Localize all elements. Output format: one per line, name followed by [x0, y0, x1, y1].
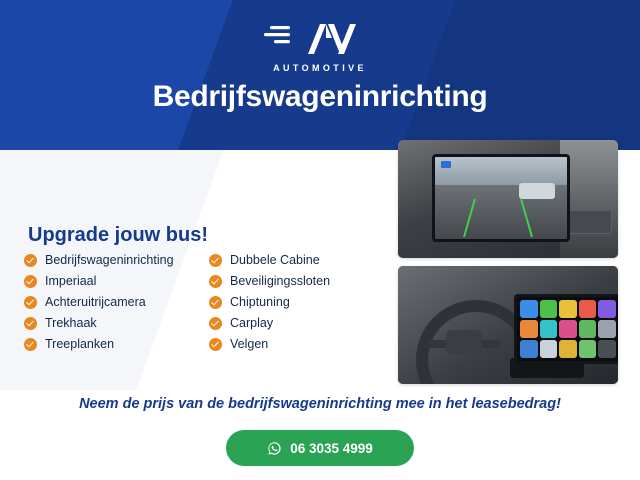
list-item [24, 315, 209, 331]
whatsapp-icon [267, 441, 282, 456]
check-circle-icon [24, 275, 37, 288]
app-tile-icon [520, 320, 538, 338]
app-tile-icon [598, 300, 616, 318]
list-item-label: Bedrijfswageninrichting [45, 253, 174, 267]
feature-column-2 [209, 252, 384, 352]
whatsapp-call-label: 06 3035 4999 [290, 440, 373, 456]
list-item [24, 294, 209, 310]
check-circle-icon [24, 296, 37, 309]
camera-view-sky [435, 157, 567, 185]
app-tile-icon [540, 300, 558, 318]
list-item-label: Trekhaak [45, 316, 97, 330]
camera-view-vehicle [519, 183, 555, 199]
list-item-label: Beveiligingssloten [230, 274, 331, 288]
page-title: Bedrijfswageninrichting [152, 80, 488, 113]
feature-list [24, 252, 384, 352]
app-tile-icon [579, 320, 597, 338]
list-item [209, 336, 384, 352]
dashboard-vent [566, 210, 612, 234]
footer-tagline: Neem de prijs van de bedrijfswageninrichting mee in het leasebedrag! [79, 396, 561, 412]
app-tile-icon [520, 300, 538, 318]
check-circle-icon [24, 338, 37, 351]
list-item-label: Chiptuning [230, 295, 290, 309]
list-item [209, 315, 384, 331]
app-tile-icon [559, 320, 577, 338]
av-automotive-logo-icon [264, 18, 376, 60]
list-item-label: Carplay [230, 316, 274, 330]
check-circle-icon [24, 317, 37, 330]
list-item [24, 252, 209, 268]
whatsapp-call-button[interactable] [226, 430, 414, 466]
check-circle-icon [209, 338, 222, 351]
app-tile-icon [540, 320, 558, 338]
app-tile-icon [559, 300, 577, 318]
app-tile-icon [540, 340, 558, 358]
reversing-camera-photo [398, 140, 618, 258]
brand-tagline: AUTOMOTIVE [273, 63, 367, 73]
steering-wheel-hub [446, 330, 482, 354]
list-item-label: Velgen [230, 337, 269, 351]
check-circle-icon [209, 275, 222, 288]
list-item [24, 336, 209, 352]
list-item [209, 252, 384, 268]
header-banner [0, 0, 640, 150]
app-tile-icon [520, 340, 538, 358]
list-item [24, 273, 209, 289]
carplay-dashboard-photo [398, 266, 618, 384]
app-tile-icon [559, 340, 577, 358]
app-tile-icon [579, 300, 597, 318]
list-item-label: Treeplanken [45, 337, 115, 351]
brand-logo [0, 18, 640, 73]
check-circle-icon [209, 254, 222, 267]
check-circle-icon [24, 254, 37, 267]
camera-display-screen [432, 154, 570, 242]
carplay-screen [514, 294, 618, 364]
section-title: Upgrade jouw bus! [28, 224, 208, 246]
app-tile-icon [598, 340, 616, 358]
list-item [209, 273, 384, 289]
camera-status-badge [441, 161, 451, 168]
app-tile-icon [579, 340, 597, 358]
list-item-label: Achteruitrijcamera [45, 295, 146, 309]
feature-column-1 [24, 252, 209, 352]
list-item [209, 294, 384, 310]
check-circle-icon [209, 317, 222, 330]
check-circle-icon [209, 296, 222, 309]
app-tile-icon [598, 320, 616, 338]
list-item-label: Dubbele Cabine [230, 253, 320, 267]
list-item-label: Imperiaal [45, 274, 97, 288]
